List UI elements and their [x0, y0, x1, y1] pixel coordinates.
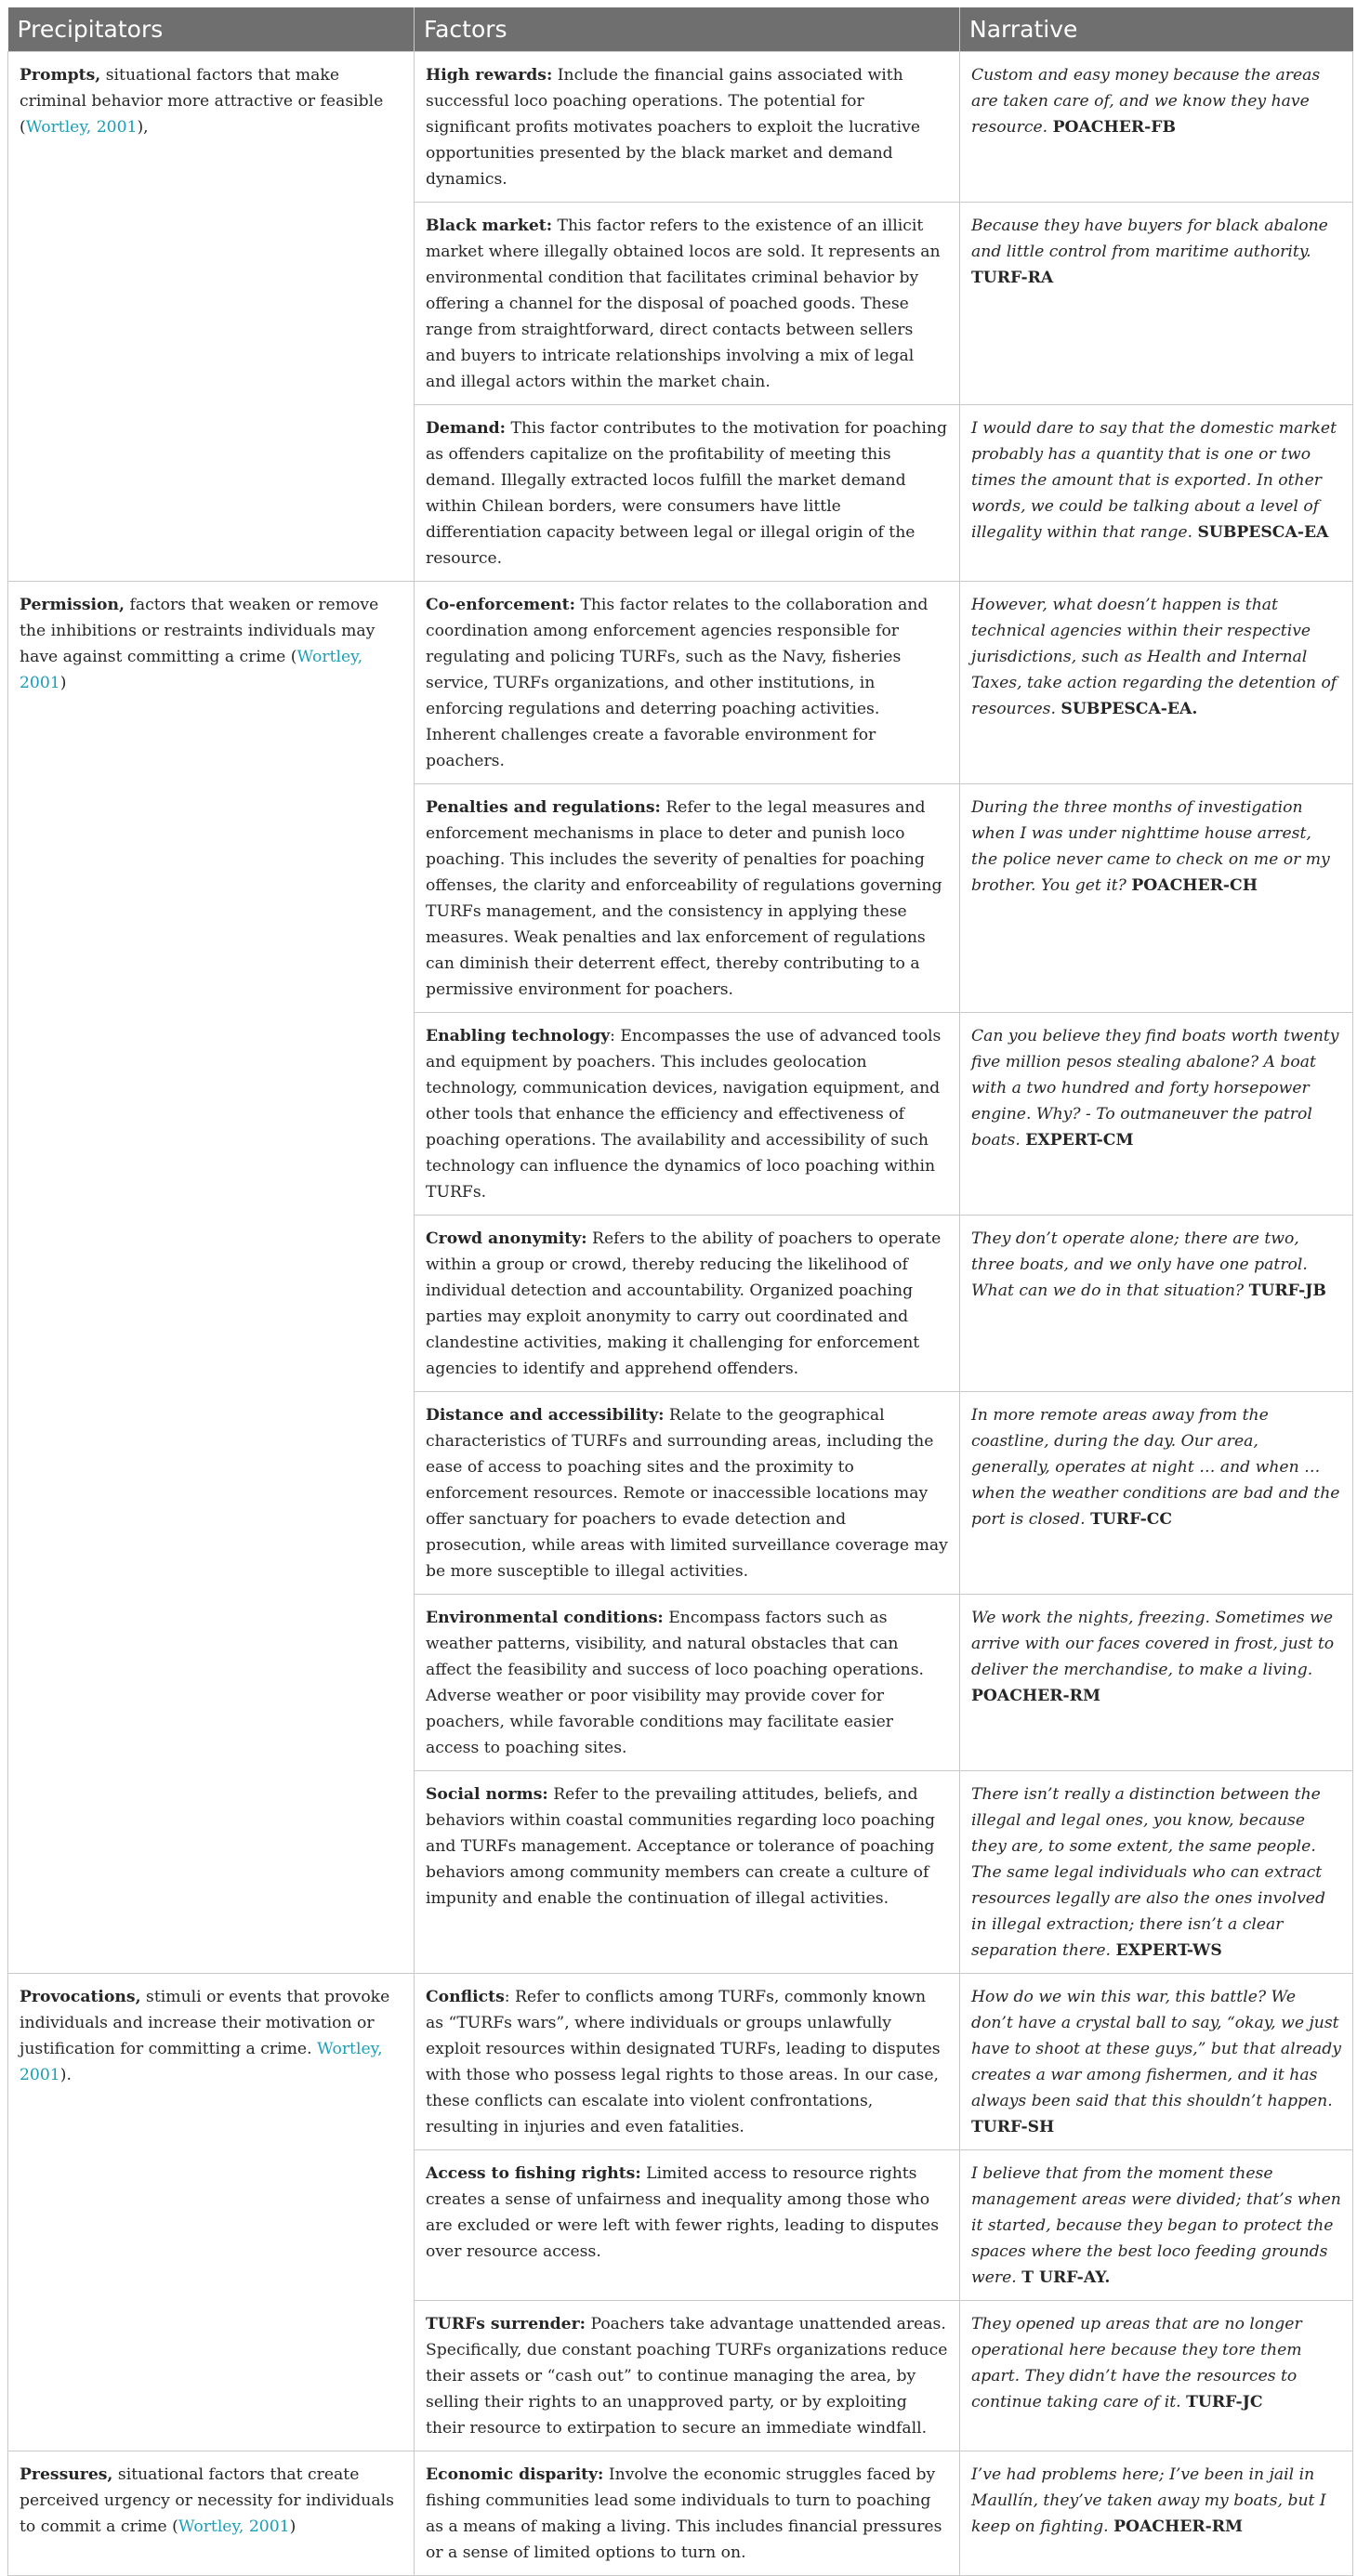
narrative-quote: Can you believe they find boats worth twenty five million pesos stealing abalone? A boat with a two hundred and forty horsepower engine. Why? - To outmaneuver the patrol boats. [971, 1027, 1339, 1150]
narrative-quote: During the three months of investigation when I was under nighttime house arrest, the police never came to check on me or my brother. You get it? [971, 798, 1330, 895]
precipitator-cell [8, 1974, 415, 2451]
factor-title: Penalties and regulations: [426, 798, 661, 817]
table-row [8, 52, 1353, 203]
respondent-code: EXPERT-WS [1115, 1941, 1222, 1960]
precipitator-cell [8, 582, 415, 1974]
precipitator-cell [8, 2451, 415, 2576]
header-factors: Factors [415, 7, 960, 52]
narrative-cell [960, 1771, 1353, 1974]
precipitator-cell [8, 52, 415, 582]
factor-cell [415, 582, 960, 784]
narrative-cell [960, 784, 1353, 1013]
factor-title: Crowd anonymity: [426, 1229, 587, 1248]
factor-text: This factor contributes to the motivation for poaching as offenders capitalize on the profitability of meeting this demand. Illegally extracted locos fulfill the market demand within Chilean borders, were consumers have little differentiation capacity between legal or illegal origin of the resource. [426, 419, 947, 568]
factor-text: Relate to the geographical characteristics of TURFs and surrounding areas, including the ease of access to poaching sites and the proximity to enforcement resources. Remote or inaccessible locations may offer sanctuary for poachers to evade detection and prosecution, while areas with limited surveillance coverage may be more susceptible to illegal activities. [426, 1406, 948, 1581]
factor-text: : Refer to conflicts among TURFs, commonly known as “TURFs wars”, where individuals or groups unlawfully exploit resources within designated TURFs, leading to disputes with those who possess legal rights to those areas. In our case, these conflicts can escalate into violent confrontations, resulting in injuries and even fatalities. [426, 1988, 941, 2136]
table-row [8, 1974, 1353, 2150]
factor-cell [415, 2451, 960, 2576]
narrative-cell [960, 2301, 1353, 2451]
factor-text: : Encompasses the use of advanced tools and equipment by poachers. This includes geolocation technology, communication devices, navigation equipment, and other tools that enhance the efficiency and effectiveness of poaching operations. The availability and accessibility of such technology can influence the dynamics of loco poaching within TURFs. [426, 1027, 942, 1202]
factor-cell [415, 1392, 960, 1595]
citation-link: Wortley, 2001 [20, 648, 363, 692]
narrative-quote: I would dare to say that the domestic market probably has a quantity that is one or two times the amount that is exported. In other words, we could be talking about a level of illegality within that range. [971, 419, 1337, 542]
table-row [8, 2451, 1353, 2576]
respondent-code: SUBPESCA-EA. [1061, 700, 1198, 718]
narrative-quote: There isn’t really a distinction between the illegal and legal ones, you know, because they are, to some extent, the same people. The same legal individuals who can extract resources legally are also the ones involved in illegal extraction; there isn’t a clear separation there. [971, 1785, 1325, 1960]
citation-close: ). [59, 2066, 72, 2084]
narrative-cell [960, 405, 1353, 582]
narrative-cell [960, 52, 1353, 203]
factor-cell [415, 203, 960, 405]
respondent-code: EXPERT-CM [1025, 1131, 1134, 1150]
respondent-code: SUBPESCA-EA [1197, 523, 1329, 542]
narrative-quote: How do we win this war, this battle? We don’t have a crystal ball to say, “okay, we just have to shoot at these guys,” but that already creates a war among fishermen, and it has always been said that this shouldn’t happen. [971, 1988, 1341, 2110]
factor-title: Demand: [426, 419, 507, 438]
factor-text: Refer to the prevailing attitudes, beliefs, and behaviors within coastal communities regarding loco poaching and TURFs management. Acceptance or tolerance of poaching behaviors among community members can create a culture of impunity and enable the continuation of illegal activities. [426, 1785, 936, 1908]
factor-cell [415, 2150, 960, 2301]
factor-title: TURFs surrender: [426, 2315, 586, 2333]
precipitator-description: factors that weaken or remove the inhibitions or restraints individuals may have against committing a crime ( [20, 596, 379, 666]
narrative-quote: We work the nights, freezing. Sometimes we arrive with our faces covered in frost, just to deliver the merchandise, to make a living. [971, 1609, 1335, 1679]
narrative-cell [960, 1595, 1353, 1771]
factor-cell [415, 52, 960, 203]
respondent-code: TURF-JB [1248, 1281, 1326, 1300]
factor-title: Distance and accessibility: [426, 1406, 665, 1425]
factor-cell [415, 2301, 960, 2451]
narrative-quote: Because they have buyers for black abalone and little control from maritime authority. [971, 217, 1328, 261]
precipitator-label: Provocations, [20, 1988, 141, 2006]
factor-cell [415, 405, 960, 582]
citation-close: ) [289, 2517, 296, 2536]
factor-title: Access to fishing rights: [426, 2164, 641, 2183]
precipitator-description: situational factors that create perceived urgency or necessity for individuals to commit a crime ( [20, 2465, 394, 2536]
factor-cell [415, 1595, 960, 1771]
respondent-code: POACHER-RM [971, 1687, 1100, 1705]
precipitator-description: stimuli or events that provoke individuals and increase their motivation or justification for committing a crime. [20, 1988, 390, 2058]
factor-title: Economic disparity: [426, 2465, 604, 2484]
respondent-code: POACHER-RM [1113, 2517, 1244, 2536]
narrative-cell [960, 2451, 1353, 2576]
factor-text: Include the financial gains associated with successful loco poaching operations. The potential for significant profits motivates poachers to exploit the lucrative opportunities presented by the black market and demand dynamics. [426, 66, 921, 189]
narrative-quote: I’ve had problems here; I’ve been in jail in Maullín, they’ve taken away my boats, but I keep on fighting. [971, 2465, 1326, 2536]
factor-title: Environmental conditions: [426, 1609, 664, 1627]
factor-title: Enabling technology [426, 1027, 611, 1045]
factor-title: Black market: [426, 217, 553, 235]
factor-title: High rewards: [426, 66, 553, 85]
respondent-code: TURF-SH [971, 2118, 1055, 2136]
narrative-cell [960, 1392, 1353, 1595]
narrative-quote: In more remote areas away from the coastline, during the day. Our area, generally, operates at night … and when … when the weather conditions are bad and the port is closed. [971, 1406, 1340, 1529]
factor-text: Refer to the legal measures and enforcement mechanisms in place to deter and punish loco poaching. This includes the severity of penalties for poaching offenses, the clarity and enforceability of regulations governing TURFs management, and the consistency in applying these measures. Weak penalties and lax enforcement of regulations can diminish their deterrent effect, thereby contributing to a permissive environment for poachers. [426, 798, 942, 999]
factor-title: Social norms: [426, 1785, 548, 1804]
precipitator-label: Permission, [20, 596, 125, 614]
respondent-code: POACHER-FB [1052, 118, 1176, 137]
citation-link: Wortley, 2001 [20, 2040, 383, 2084]
factor-cell [415, 1771, 960, 1974]
table-body [8, 52, 1353, 2576]
factor-text: Poachers take advantage unattended areas. Specifically, due constant poaching TURFs organizations reduce their assets or “cash out” to continue managing the area, by selling their rights to an unapproved party, or by exploiting their resource to extirpation to secure an immediate windfall. [426, 2315, 948, 2438]
narrative-cell [960, 582, 1353, 784]
narrative-quote: They opened up areas that are no longer operational here because they tore them apart. They didn’t have the resources to continue taking care of it. [971, 2315, 1302, 2412]
narrative-cell [960, 1013, 1353, 1216]
narrative-cell [960, 1974, 1353, 2150]
precipitator-label: Pressures, [20, 2465, 113, 2484]
factor-title: Conflicts [426, 1988, 505, 2006]
narrative-quote: They don’t operate alone; there are two, three boats, and we only have one patrol. What can we do in that situation? [971, 1229, 1308, 1300]
respondent-code: POACHER-CH [1131, 876, 1258, 895]
respondent-code: T URF-AY [1021, 2268, 1105, 2287]
factor-title: Co-enforcement: [426, 596, 575, 614]
precipitator-label: Prompts, [20, 66, 101, 85]
factor-text: Encompass factors such as weather patterns, visibility, and natural obstacles that can affect the feasibility and success of loco poaching operations. Adverse weather or poor visibility may provide cover for poachers, while favorable conditions may facilitate easier access to poaching sites. [426, 1609, 924, 1757]
citation-close: ), [137, 118, 149, 137]
factor-cell [415, 784, 960, 1013]
respondent-code: TURF-RA [971, 269, 1054, 287]
narrative-quote: Custom and easy money because the areas are taken care of, and we know they have resource. [971, 66, 1321, 137]
table-row [8, 582, 1353, 784]
precipitators-table [7, 7, 1353, 2576]
header-narrative: Narrative [960, 7, 1353, 52]
factor-cell [415, 1013, 960, 1216]
respondent-code-punct: . [1104, 2268, 1111, 2287]
precipitator-description: situational factors that make criminal behavior more attractive or feasible ( [20, 66, 384, 137]
header-row [8, 7, 1353, 52]
respondent-code: TURF-CC [1090, 1510, 1173, 1529]
factor-cell [415, 1974, 960, 2150]
citation-link: Wortley, 2001 [178, 2517, 290, 2536]
narrative-cell [960, 203, 1353, 405]
factor-cell [415, 1216, 960, 1392]
factor-text: Limited access to resource rights creates a sense of unfairness and inequality among those who are excluded or were left with fewer rights, leading to disputes over resource access. [426, 2164, 940, 2261]
respondent-code: TURF-JC [1186, 2393, 1263, 2412]
narrative-cell [960, 2150, 1353, 2301]
factor-text: This factor refers to the existence of an illicit market where illegally obtained locos are sold. It represents an environmental condition that facilitates criminal behavior by offering a channel for the disposal of poached goods. These range from straightforward, direct contacts between sellers and buyers to intricate relationships involving a mix of legal and illegal actors within the market chain. [426, 217, 941, 391]
narrative-quote: However, what doesn’t happen is that technical agencies within their respective jurisdictions, such as Health and Internal Taxes, take action regarding the detention of resources. [971, 596, 1337, 718]
factor-text: This factor relates to the collaboration and coordination among enforcement agencies responsible for regulating and policing TURFs, such as the Navy, fisheries service, TURFs organizations, and other institutions, in enforcing regulations and deterring poaching activities. Inherent challenges create a favorable environment for poachers. [426, 596, 929, 770]
header-precipitators: Precipitators [8, 7, 415, 52]
factor-text: Refers to the ability of poachers to operate within a group or crowd, thereby reducing the likelihood of individual detection and accountability. Organized poaching parties may exploit anonymity to carry out coordinated and clandestine activities, making it challenging for enforcement agencies to identify and apprehend offenders. [426, 1229, 942, 1378]
citation-link: Wortley, 2001 [25, 118, 138, 137]
citation-close: ) [59, 674, 67, 692]
narrative-quote: I believe that from the moment these management areas were divided; that’s when it started, because they began to protect the spaces where the best loco feeding grounds were. [971, 2164, 1341, 2287]
factor-text: Involve the economic struggles faced by fishing communities lead some individuals to turn to poaching as a means of making a living. This includes financial pressures or a sense of limited options to turn on. [426, 2465, 942, 2562]
narrative-cell [960, 1216, 1353, 1392]
